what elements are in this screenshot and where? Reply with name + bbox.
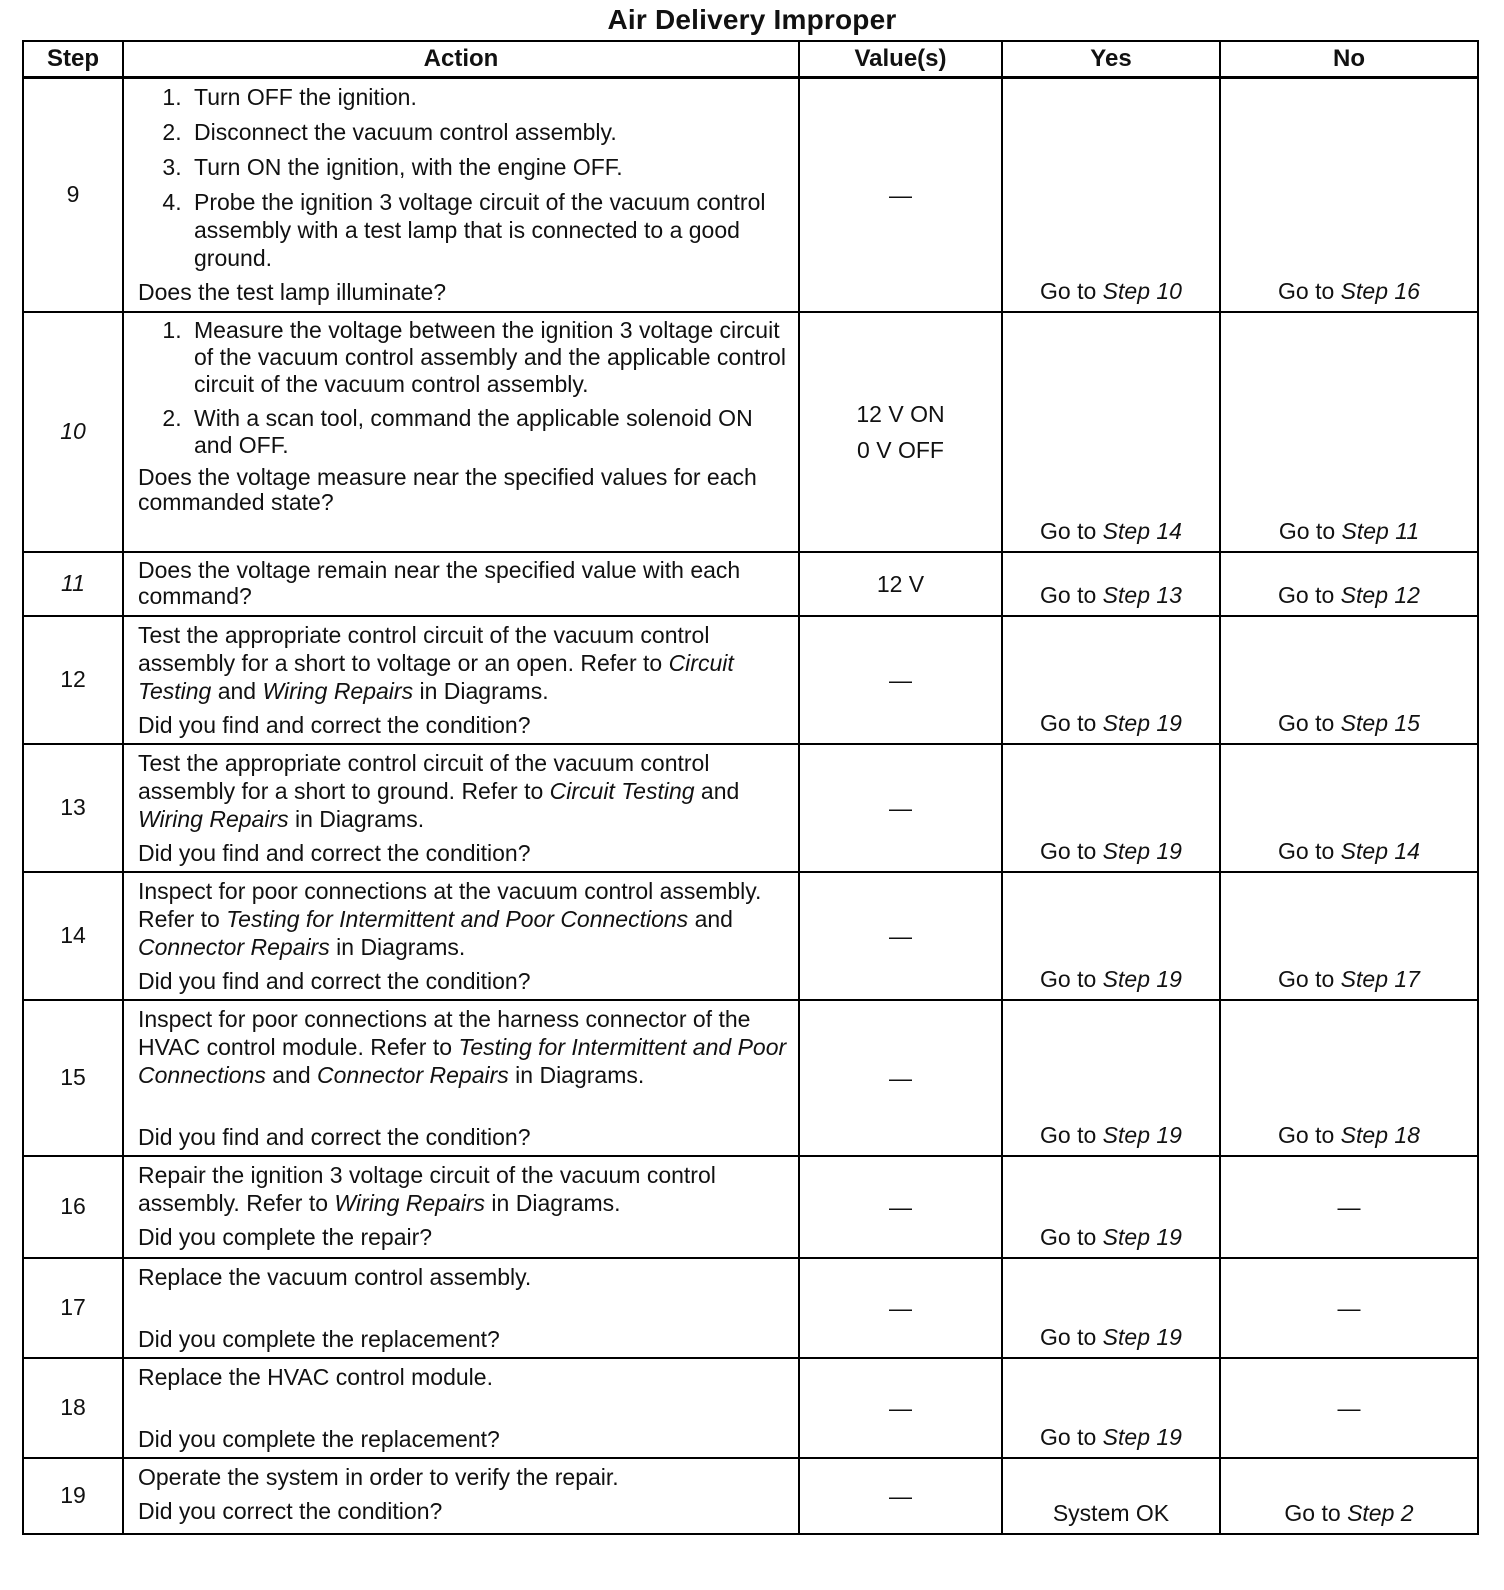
goto-label: Go to: [1040, 581, 1097, 608]
action-item: 1. Measure the voltage between the ignition 3 voltage circuit of the vacuum control assembly and the applicable control circuit of the vacuum control assembly.: [188, 317, 790, 398]
table-row: [23, 1258, 1478, 1358]
action-list: [138, 317, 790, 459]
goto-label: Go to: [1278, 709, 1335, 736]
step-ref: 19: [1156, 1423, 1182, 1450]
step-ref: 13: [1156, 581, 1182, 608]
yes-cell: [1002, 1156, 1220, 1258]
action-question: Did you correct the condition?: [138, 1497, 443, 1524]
col-header-step: Step: [23, 41, 123, 78]
col-header-no: No: [1220, 41, 1478, 78]
action-question: Did you find and correct the condition?: [138, 711, 531, 738]
yes-cell: [1002, 1358, 1220, 1458]
goto-label: Go to: [1278, 277, 1335, 304]
no-cell: —: [1220, 1156, 1478, 1258]
step-label: Step: [1102, 965, 1150, 992]
no-cell: [1220, 78, 1478, 312]
step-ref: 17: [1394, 965, 1420, 992]
table-row: [23, 616, 1478, 744]
step-ref: 10: [1156, 277, 1182, 304]
action-cell: [123, 872, 799, 1000]
step-number: 13: [23, 744, 123, 872]
action-cell: [123, 1458, 799, 1534]
yes-cell: [1002, 552, 1220, 616]
no-cell: —: [1220, 1358, 1478, 1458]
action-item: 4. Probe the ignition 3 voltage circuit of the vacuum control assembly with a test lamp that is connected to a good ground.: [188, 188, 790, 272]
reference-link: Testing for Intermittent and Poor Connections: [226, 905, 689, 932]
step-number: 18: [23, 1358, 123, 1458]
yes-cell: [1002, 78, 1220, 312]
step-label: Step: [1340, 709, 1388, 736]
step-label: Step: [1340, 1121, 1388, 1148]
table-row: [23, 1000, 1478, 1156]
step-label: Step: [1102, 1323, 1150, 1350]
reference-link: Circuit Testing: [549, 777, 695, 804]
table-row: [23, 872, 1478, 1000]
step-number: 19: [23, 1458, 123, 1534]
reference-link: Connector Repairs: [317, 1061, 509, 1088]
step-number: 12: [23, 616, 123, 744]
step-label: Step: [1102, 517, 1150, 544]
action-cell: [123, 616, 799, 744]
action-cell: [123, 1358, 799, 1458]
value-cell: [799, 312, 1002, 552]
value-cell: —: [799, 744, 1002, 872]
no-cell: [1220, 1000, 1478, 1156]
yes-cell: [1002, 1258, 1220, 1358]
action-question: Did you complete the repair?: [138, 1223, 433, 1250]
step-ref: 18: [1394, 1121, 1420, 1148]
step-ref: 14: [1156, 517, 1182, 544]
value-cell: —: [799, 78, 1002, 312]
yes-cell: [1002, 312, 1220, 552]
action-text: Replace the HVAC control module.: [138, 1363, 493, 1390]
step-ref: 12: [1394, 581, 1420, 608]
goto-label: Go to: [1040, 1423, 1097, 1450]
no-cell: —: [1220, 1258, 1478, 1358]
step-ref: 15: [1394, 709, 1420, 736]
yes-cell: [1002, 872, 1220, 1000]
action-item: 2. Disconnect the vacuum control assembly.: [188, 118, 790, 146]
header-row: [23, 41, 1478, 78]
step-label: Step: [1102, 1223, 1150, 1250]
action-cell: [123, 744, 799, 872]
step-ref: 2: [1400, 1499, 1414, 1526]
step-number: 10: [23, 312, 123, 552]
table-row: [23, 1156, 1478, 1258]
value-cell: —: [799, 616, 1002, 744]
action-cell: [123, 1000, 799, 1156]
value-cell: —: [799, 1156, 1002, 1258]
value-cell: —: [799, 1358, 1002, 1458]
action-question: Did you find and correct the condition?: [138, 967, 531, 994]
action-cell: [123, 1156, 799, 1258]
value-cell: —: [799, 872, 1002, 1000]
no-cell: [1220, 312, 1478, 552]
value-cell: —: [799, 1000, 1002, 1156]
goto-label: Go to: [1040, 1323, 1097, 1350]
goto-label: Go to: [1278, 1121, 1335, 1148]
value-off: 0 V OFF: [857, 436, 944, 463]
action-text: Inspect for poor connections at the vacuum control assembly. Refer to Testing for Intermittent and Poor Connections and Connector Repairs in Diagrams.: [138, 877, 762, 960]
value-cell: —: [799, 1258, 1002, 1358]
diagnostic-table: [22, 40, 1479, 1535]
goto-label: Go to: [1040, 965, 1097, 992]
step-label: Step: [1102, 709, 1150, 736]
reference-link: Connector Repairs: [138, 933, 330, 960]
goto-label: Go to: [1040, 1121, 1097, 1148]
action-cell: [123, 1258, 799, 1358]
step-label: Step: [1340, 837, 1388, 864]
step-number: 9: [23, 78, 123, 312]
step-label: Step: [1102, 837, 1150, 864]
no-cell: [1220, 616, 1478, 744]
step-number: 15: [23, 1000, 123, 1156]
yes-cell: [1002, 1000, 1220, 1156]
goto-label: Go to: [1040, 837, 1097, 864]
goto-label: Go to: [1284, 1499, 1341, 1526]
action-question: Did you find and correct the condition?: [138, 839, 531, 866]
table-row: [23, 78, 1478, 312]
action-text: Test the appropriate control circuit of the vacuum control assembly for a short to ground. Refer to Circuit Testing and Wiring Repairs in Diagrams.: [138, 749, 740, 832]
goto-label: Go to: [1040, 1223, 1097, 1250]
step-ref: 11: [1395, 517, 1420, 544]
action-item: 3. Turn ON the ignition, with the engine OFF.: [188, 153, 790, 181]
table-row: [23, 312, 1478, 552]
action-question: Does the voltage remain near the specified value with each command?: [138, 556, 741, 609]
col-header-yes: Yes: [1002, 41, 1220, 78]
step-label: Step: [1102, 1121, 1150, 1148]
action-cell: [123, 312, 799, 552]
step-ref: 19: [1156, 1223, 1182, 1250]
step-label: Step: [1347, 1499, 1395, 1526]
step-label: Step: [1340, 581, 1388, 608]
value-cell: 12 V: [799, 552, 1002, 616]
step-label: Step: [1102, 581, 1150, 608]
step-ref: 19: [1156, 1121, 1182, 1148]
step-ref: 19: [1156, 965, 1182, 992]
no-cell: [1220, 552, 1478, 616]
action-item: 2. With a scan tool, command the applicable solenoid ON and OFF.: [188, 405, 790, 459]
action-text: Replace the vacuum control assembly.: [138, 1263, 532, 1290]
action-question: Did you complete the replacement?: [138, 1325, 500, 1352]
step-label: Step: [1340, 965, 1388, 992]
goto-label: Go to: [1040, 709, 1097, 736]
step-label: Step: [1341, 517, 1389, 544]
value-cell: —: [799, 1458, 1002, 1534]
no-cell: [1220, 744, 1478, 872]
reference-link: Wiring Repairs: [334, 1189, 486, 1216]
goto-label: Go to: [1278, 965, 1335, 992]
value-on: 12 V ON: [856, 400, 945, 427]
action-question: Did you find and correct the condition?: [138, 1123, 531, 1150]
no-cell: [1220, 872, 1478, 1000]
reference-link: Testing for Intermittent and Poor Connections: [138, 1033, 787, 1088]
step-ref: 19: [1156, 837, 1182, 864]
goto-label: Go to: [1040, 277, 1097, 304]
yes-cell: [1002, 616, 1220, 744]
action-cell: [123, 552, 799, 616]
goto-label: Go to: [1040, 517, 1097, 544]
step-number: 17: [23, 1258, 123, 1358]
step-ref: 14: [1394, 837, 1420, 864]
yes-cell: System OK: [1002, 1458, 1220, 1534]
action-text: Test the appropriate control circuit of the vacuum control assembly for a short to voltage or an open. Refer to Circuit Testing and Wiring Repairs in Diagrams.: [138, 621, 734, 704]
goto-label: Go to: [1278, 581, 1335, 608]
action-question: Did you complete the replacement?: [138, 1425, 500, 1452]
reference-link: Wiring Repairs: [138, 805, 289, 832]
step-ref: 19: [1156, 709, 1182, 736]
action-text: Inspect for poor connections at the harness connector of the HVAC control module. Refer to Testing for Intermittent and Poor Connections and Connector Repairs in Diagrams.: [138, 1005, 787, 1088]
col-header-values: Value(s): [799, 41, 1002, 78]
col-header-action: Action: [123, 41, 799, 78]
step-label: Step: [1102, 277, 1150, 304]
goto-label: Go to: [1278, 517, 1336, 544]
action-list: [138, 83, 790, 272]
action-item: 1. Turn OFF the ignition.: [188, 83, 790, 111]
table-row: [23, 744, 1478, 872]
goto-label: Go to: [1278, 837, 1335, 864]
action-cell: [123, 78, 799, 312]
action-text: Operate the system in order to verify the repair.: [138, 1463, 619, 1490]
no-cell: [1220, 1458, 1478, 1534]
action-question: Does the voltage measure near the specified values for each commanded state?: [138, 463, 757, 515]
step-ref: 19: [1156, 1323, 1182, 1350]
table-row: [23, 1358, 1478, 1458]
reference-link: Wiring Repairs: [262, 677, 414, 704]
step-label: Step: [1102, 1423, 1150, 1450]
step-number: 16: [23, 1156, 123, 1258]
step-number: 11: [23, 552, 123, 616]
step-label: Step: [1340, 277, 1388, 304]
table-row: [23, 1458, 1478, 1534]
step-number: 14: [23, 872, 123, 1000]
action-text: Repair the ignition 3 voltage circuit of the vacuum control assembly. Refer to Wiring Repairs in Diagrams.: [138, 1161, 716, 1216]
table-row: [23, 552, 1478, 616]
page-title: Air Delivery Improper: [607, 4, 897, 35]
yes-cell: [1002, 744, 1220, 872]
reference-link: Circuit Testing: [138, 649, 734, 704]
action-question: Does the test lamp illuminate?: [138, 279, 447, 305]
step-ref: 16: [1394, 277, 1420, 304]
